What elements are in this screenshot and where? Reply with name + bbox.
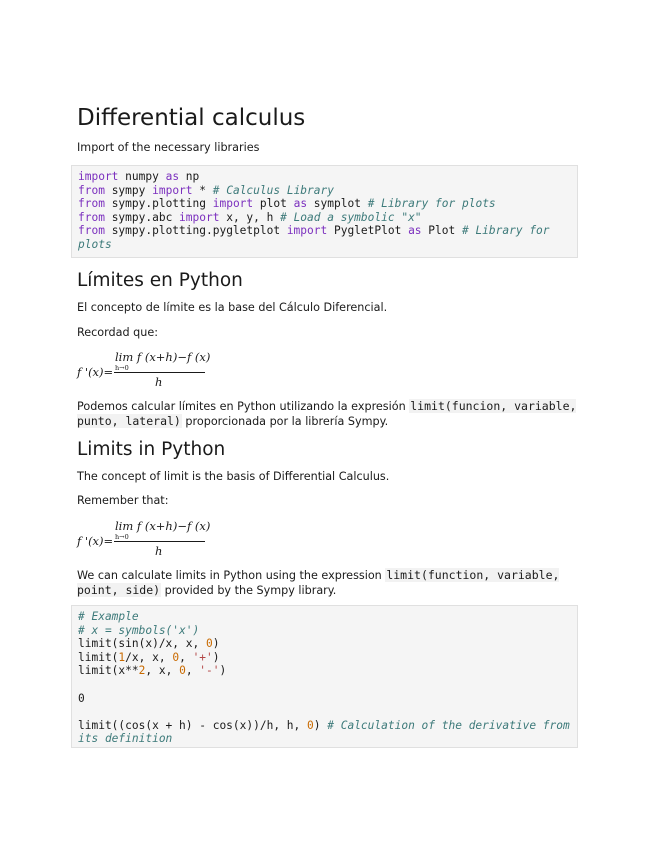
page-title: Differential calculus [77,105,306,131]
spacer [78,705,571,719]
code-line: limit((cos(x + h) - cos(x))/h, h, 0) # Calculation of the derivative from its definition [78,718,577,746]
code-line: from sympy import * # Calculus Library [78,183,334,197]
section-title-en: Limits in Python [77,439,226,460]
fraction-bar [114,372,205,373]
code-cell-imports[interactable] [71,165,578,258]
paragraph: The concept of limit is the basis of Differential Calculus. [77,470,390,483]
derivative-formula [77,519,217,561]
inline-code: limit(funcion, variable, punto, lateral) [77,399,577,428]
formula-denominator: h [155,544,163,558]
code-line: # x = symbols('x') [78,623,200,637]
code-line: import numpy as np [78,170,200,183]
formula-limit-sub: h→0 [115,364,129,372]
formula-lhs: f '(x)= [77,534,114,548]
code-line: limit(x**2, x, 0, '-') [78,664,227,678]
fraction-bar [114,541,205,542]
formula-limit-sub: h→0 [115,533,129,541]
code-line: # Example [78,610,139,623]
inline-code: limit(function, variable, point, side) [77,568,560,597]
code-line: from sympy.abc import x, y, h # Load a symbolic "x" [78,210,422,224]
derivative-formula [77,350,217,392]
code-line: from sympy.plotting import plot as symplot # Library for plots [78,197,496,211]
formula-lhs: f '(x)= [77,365,114,379]
code-output: 0 [78,691,85,705]
code-line: limit(1/x, x, 0, '+') [78,650,220,664]
paragraph: El concepto de límite es la base del Cálculo Diferencial. [77,301,388,314]
paragraph: Recordad que: [77,326,159,339]
formula-numerator: lim f (x+h)−f (x) [115,519,211,533]
paragraph: Remember that: [77,494,169,507]
formula-numerator: lim f (x+h)−f (x) [115,350,211,364]
paragraph: We can calculate limits in Python using the expression limit(function, variable, point, side) provided by the Sympy library. [77,568,560,597]
code-line: from sympy.plotting.pygletplot import PygletPlot as Plot # Library for plots [78,224,557,251]
paragraph: Podemos calcular límites en Python utilizando la expresión limit(funcion, variable, punto, lateral) proporcionada por la librería Sympy. [77,399,577,428]
spacer [78,678,571,692]
formula-denominator: h [155,375,163,389]
code-line: limit(sin(x)/x, x, 0) [78,637,220,651]
code-cell-limits[interactable] [71,605,578,748]
intro-text: Import of the necessary libraries [77,141,260,154]
section-title-es: Límites en Python [77,270,243,291]
